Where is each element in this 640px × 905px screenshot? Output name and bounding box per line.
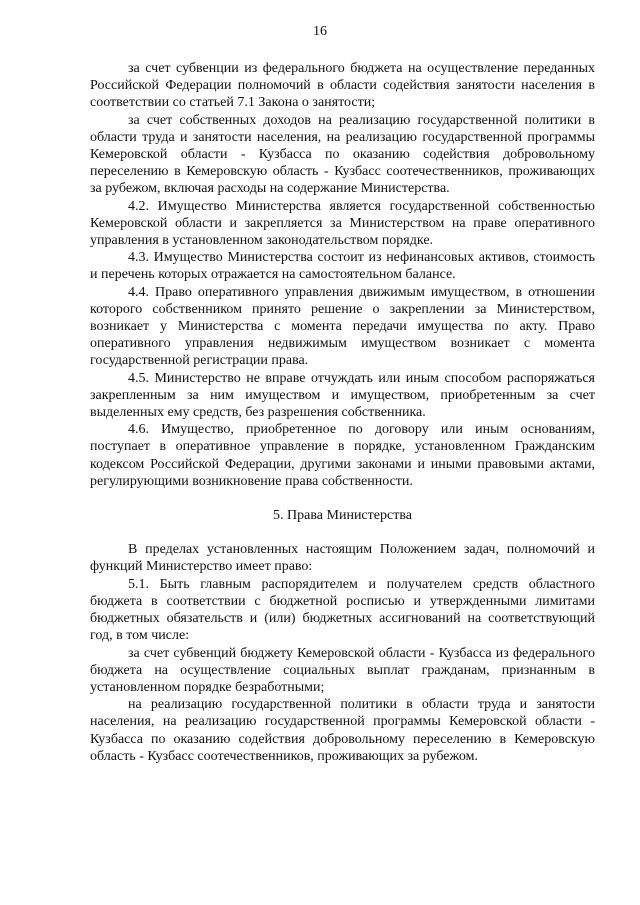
page-number: 16 [313,24,327,39]
document-body [90,60,595,765]
paragraph-4-2: 4.2. Имущество Министерства является государственной собственностью Кемеровской области и закрепляется за Министерством на праве оперативного управления в установленном законодательством порядке. [90,198,595,249]
paragraph-4-3: 4.3. Имущество Министерства состоит из нефинансовых активов, стоимость и перечень которых отражается на самостоятельном балансе. [90,250,595,283]
paragraph-state-policy: на реализацию государственной политики в области труда и занятости населения, на реализацию государственной программы Кемеровской области - Кузбасса по оказанию содействия добровольному переселению в Кемеровскую область - Кузбасс соотечественников, проживающих за рубежом. [90,697,595,764]
paragraph-4-4: 4.4. Право оперативного управления движимым имуществом, в отношении которого собственником принято решение о закреплении за Министерством, возникает у Министерства с момента передачи имущества по акту. Право оперативного управления недвижимым имуществом возникает с момента государственной регистрации права. [90,284,595,369]
paragraph-4-6: 4.6. Имущество, приобретенное по договору или иным основаниям, поступает в оперативное управление в порядке, установленном Гражданским кодексом Российской Федерации, другими законами и иными правовыми актами, регулирующими возникновение права собственности. [90,422,595,489]
section-heading: 5. Права Министерства [273,508,412,524]
paragraph-5-1: 5.1. Быть главным распорядителем и получателем средств областного бюджета в соответствии с бюджетной росписью и утвержденными лимитами бюджетных обязательств и (или) бюджетных ассигнований на соответствующий год, в том числе: [90,576,595,644]
paragraph-rights-intro: В пределах установленных настоящим Положением задач, полномочий и функций Министерство имеет право: [90,542,595,575]
paragraph-4-5: 4.5. Министерство не вправе отчуждать или иным способом распоряжаться закрепленным за ним имуществом и имуществом, приобретенным за счет выделенных ему средств, без разрешения собственника. [90,370,595,421]
paragraph-own-revenue: за счет собственных доходов на реализацию государственной политики в области труда и занятости населения, на реализацию государственной программы Кемеровской области - Кузбасса по оказанию содействия добровольному переселению в Кемеровскую область - Кузбасс соотечественников, проживающих за рубежом, включая расходы на содержание Министерства. [90,112,595,197]
paragraph-subvention-unemployed: за счет субвенций бюджету Кемеровской области - Кузбасса из федерального бюджета на осуществление социальных выплат гражданам, признанным в установленном порядке безработными; [90,645,595,695]
paragraph-subvention-federal: за счет субвенции из федерального бюджета на осуществление переданных Российской Федерации полномочий в области содействия занятости населения в соответствии со статьей 7.1 Закона о занятости; [90,61,595,111]
